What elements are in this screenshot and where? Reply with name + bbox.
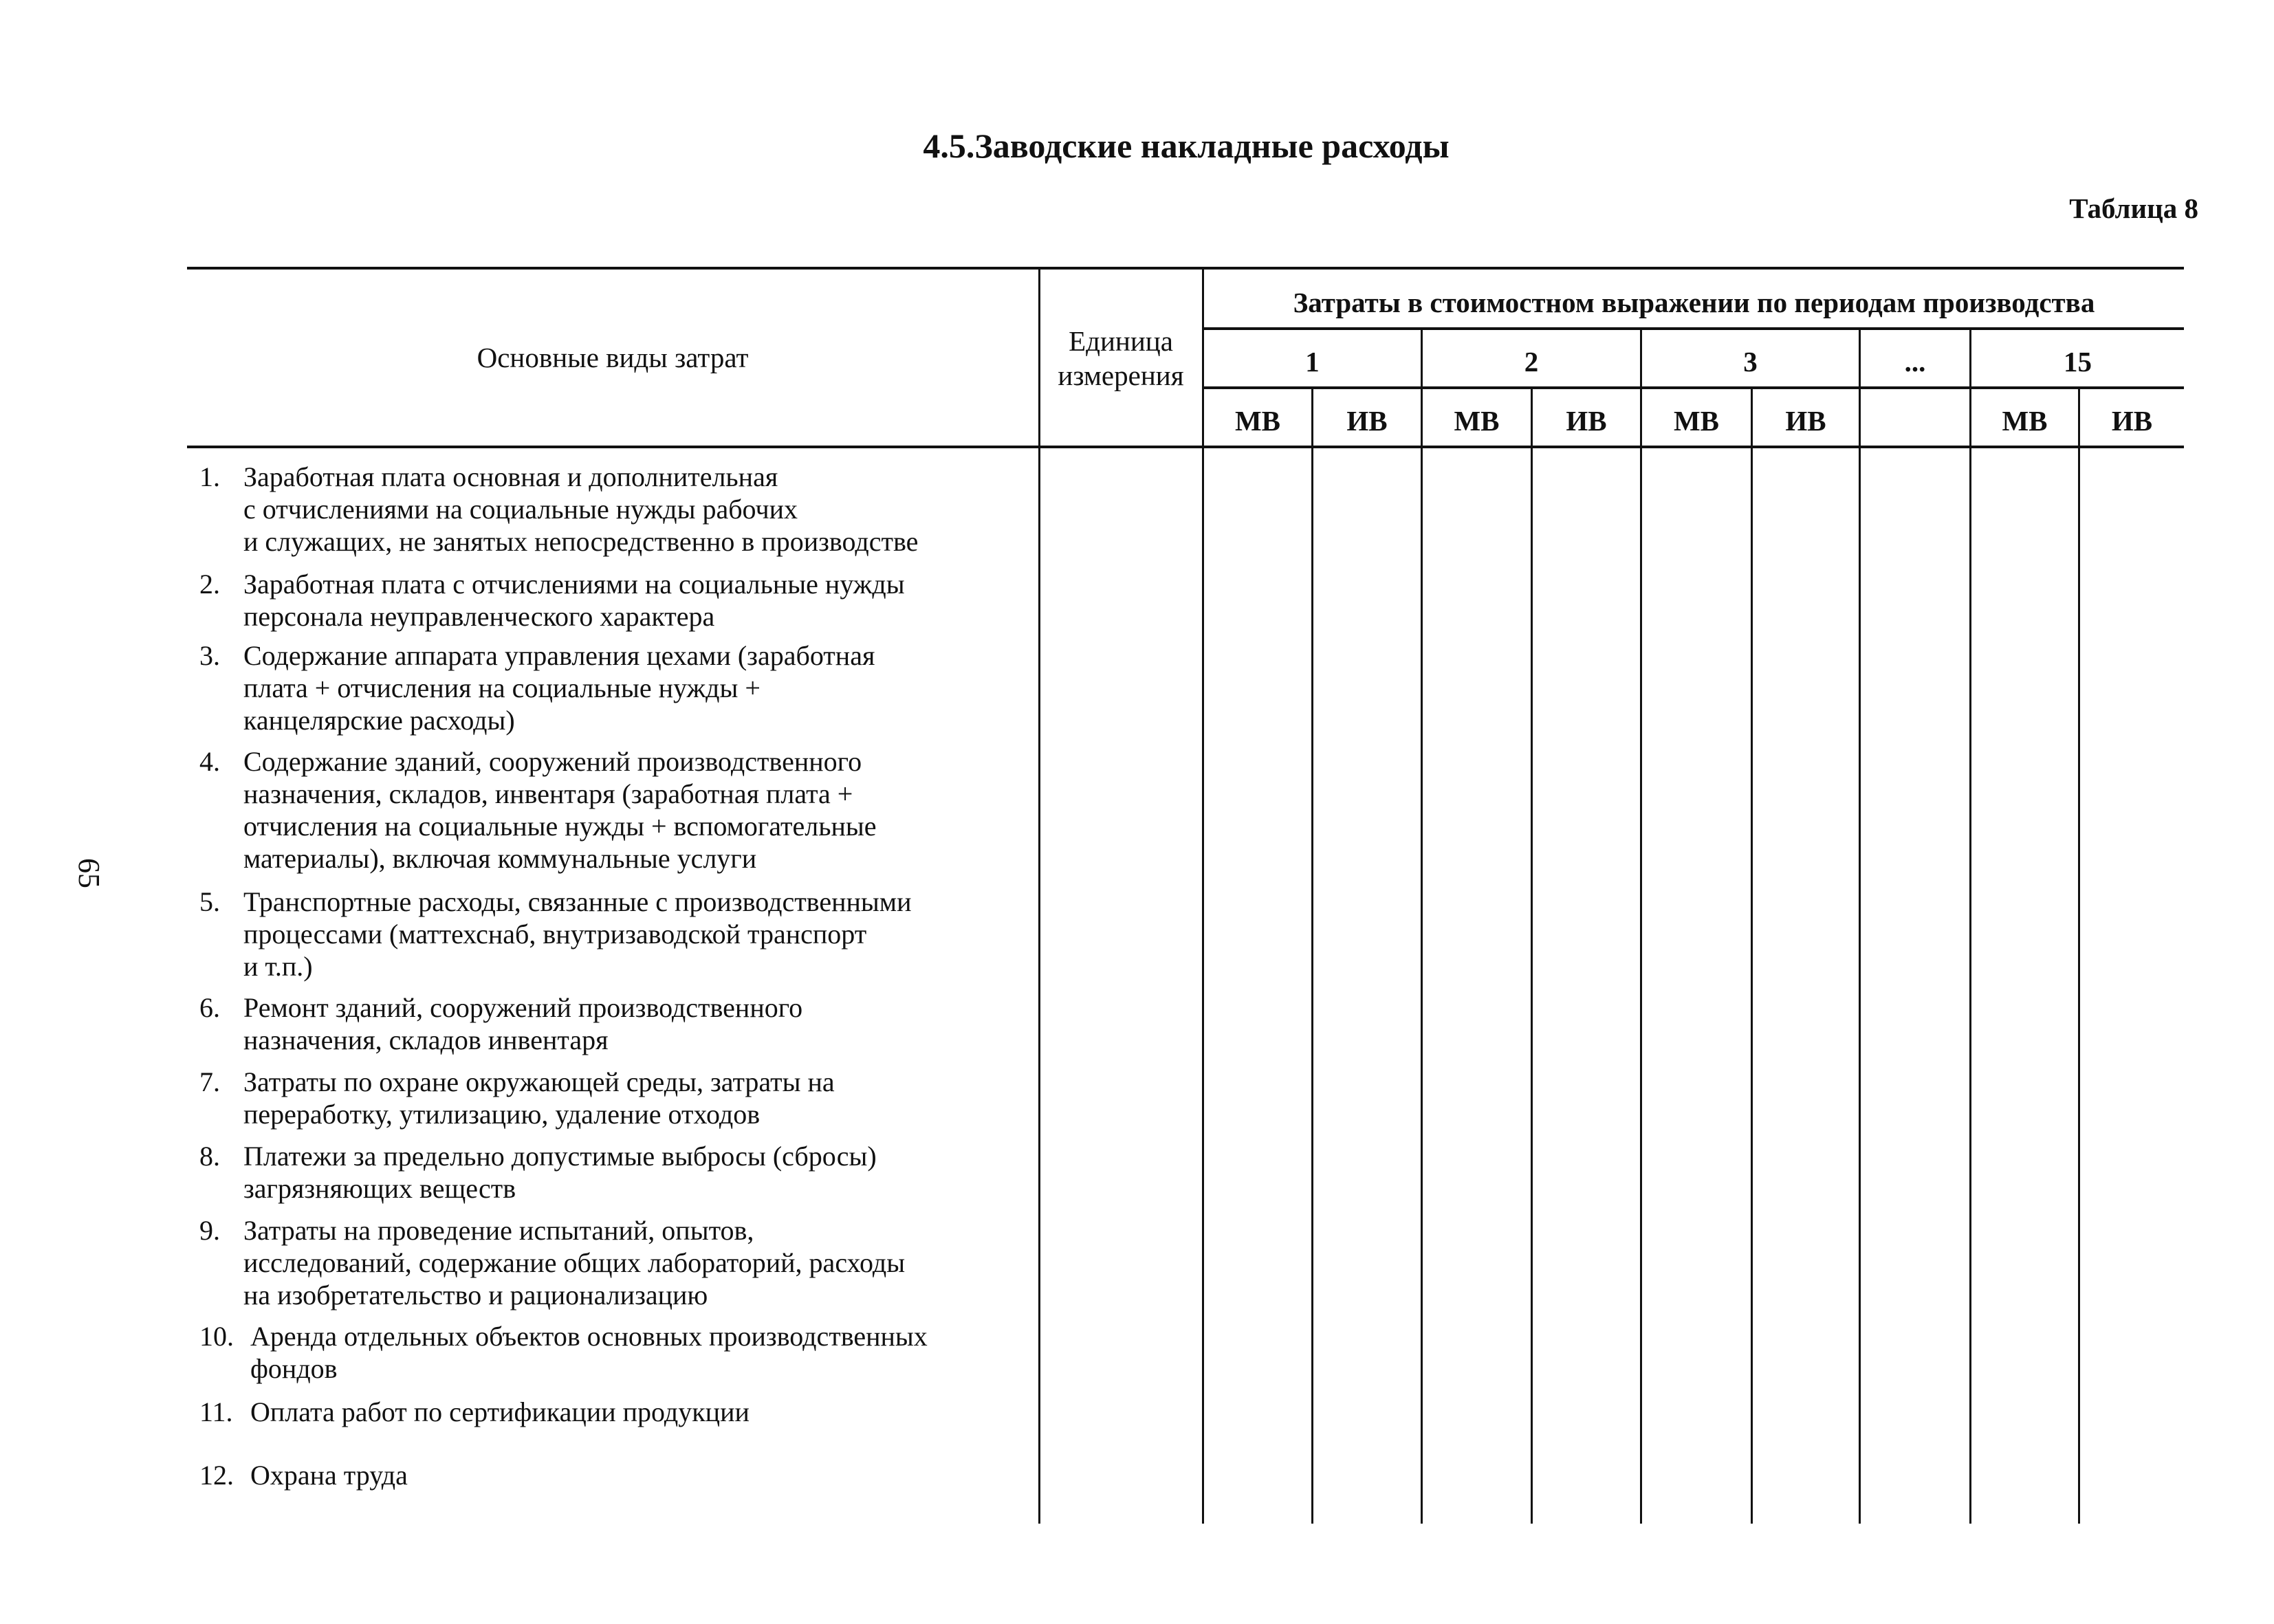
period-2-left-rule	[1421, 329, 1423, 1524]
row-number: 5.	[199, 886, 220, 917]
header-period-1: 1	[1305, 346, 1320, 377]
page-number: 65	[72, 858, 106, 888]
row-line: Аренда отдельных объектов основных производственных	[250, 1321, 928, 1352]
row-number: 1.	[199, 461, 220, 492]
row-number: 4.	[199, 746, 220, 777]
table-number: Таблица 8	[2069, 193, 2198, 224]
period-15-left-rule	[1969, 329, 1971, 1524]
row-line: Охрана труда	[250, 1460, 408, 1491]
row-number: 9.	[199, 1215, 220, 1246]
row-text	[243, 639, 875, 736]
row-line: Содержание зданий, сооружений производственного	[243, 746, 862, 777]
row-line: Содержание аппарата управления цехами (заработная	[243, 640, 875, 671]
period-15-iv-rule	[2078, 388, 2080, 1524]
row-number: 2.	[199, 569, 220, 600]
row-number: 11.	[199, 1396, 233, 1427]
header-mv: МВ	[1673, 405, 1720, 437]
header-unit-line2: измерения	[1058, 360, 1184, 391]
row-line: Заработная плата с отчислениями на социальные нужды	[243, 569, 905, 600]
header-group-rule	[1202, 327, 2184, 330]
row-text	[243, 461, 918, 558]
row-number: 12.	[199, 1460, 234, 1491]
header-period-2: 2	[1524, 346, 1539, 377]
row-text	[243, 886, 911, 983]
header-period-rule	[1202, 386, 2184, 389]
period-3-left-rule	[1640, 329, 1642, 1524]
row-line: фондов	[250, 1353, 338, 1384]
header-iv: ИВ	[2111, 405, 2153, 437]
row-number: 7.	[199, 1066, 220, 1097]
row-line: и т.п.)	[243, 951, 313, 982]
row-text	[243, 1214, 905, 1311]
header-period-15: 15	[2064, 346, 2092, 377]
row-line: назначения, складов инвентаря	[243, 1024, 609, 1055]
header-unit-line1: Единица	[1069, 325, 1173, 357]
row-line: и служащих, не занятых непосредственно в производстве	[243, 526, 919, 557]
row-line: переработку, утилизацию, удаление отходов	[243, 1099, 761, 1130]
header-iv: ИВ	[1346, 405, 1388, 437]
row-line: Заработная плата основная и дополнительная	[243, 461, 778, 492]
row-line: на изобретательство и рационализацию	[243, 1280, 708, 1310]
page-heading: 4.5.Заводские накладные расходы	[923, 127, 1450, 165]
row-number: 3.	[199, 640, 220, 671]
row-line: процессами (маттехснаб, внутризаводской транспорт	[243, 919, 867, 950]
row-text	[243, 568, 905, 633]
header-period-3: 3	[1743, 346, 1758, 377]
row-text	[250, 1396, 750, 1428]
row-line: плата + отчисления на социальные нужды +	[243, 672, 761, 703]
header-costs-group: Затраты в стоимостном выражении по периодам производства	[1293, 287, 2095, 318]
table-top-rule	[187, 267, 2184, 270]
row-line: загрязняющих веществ	[243, 1173, 516, 1204]
row-number: 6.	[199, 992, 220, 1023]
row-text	[243, 991, 802, 1056]
row-line: с отчислениями на социальные нужды рабочих	[243, 494, 798, 525]
row-text	[250, 1320, 928, 1385]
row-line: отчисления на социальные нужды + вспомогательные	[243, 811, 877, 842]
header-bottom-rule	[187, 446, 2184, 448]
header-mv: МВ	[1234, 405, 1281, 437]
row-number: 10.	[199, 1321, 234, 1352]
header-iv: ИВ	[1566, 405, 1607, 437]
row-text	[250, 1459, 408, 1491]
row-text	[243, 1140, 877, 1205]
header-period-ellipsis: ...	[1904, 346, 1926, 377]
row-text	[243, 1066, 835, 1130]
row-number: 8.	[199, 1141, 220, 1172]
row-line: Затраты на проведение испытаний, опытов,	[243, 1215, 754, 1246]
header-iv: ИВ	[1785, 405, 1826, 437]
row-line: Транспортные расходы, связанные с производственными	[243, 886, 912, 917]
unit-column-left-rule	[1038, 267, 1040, 1524]
period-2-iv-rule	[1531, 388, 1533, 1524]
row-line: Оплата работ по сертификации продукции	[250, 1396, 750, 1427]
row-line: персонала неуправленческого характера	[243, 601, 715, 632]
header-mv: МВ	[1454, 405, 1500, 437]
header-mv: МВ	[2002, 405, 2048, 437]
period-ellipsis-left-rule	[1859, 329, 1861, 1524]
row-line: материалы), включая коммунальные услуги	[243, 843, 757, 874]
row-line: Платежи за предельно допустимые выбросы (сбросы)	[243, 1141, 877, 1172]
row-line: исследований, содержание общих лабораторий, расходы	[243, 1247, 906, 1278]
period-3-iv-rule	[1751, 388, 1753, 1524]
row-line: Ремонт зданий, сооружений производственного	[243, 992, 803, 1023]
row-line: канцелярские расходы)	[243, 705, 515, 736]
header-cost-types: Основные виды затрат	[477, 342, 749, 373]
costs-column-left-rule	[1202, 267, 1204, 1524]
row-line: Затраты по охране окружающей среды, затраты на	[243, 1066, 835, 1097]
period-1-iv-rule	[1311, 388, 1313, 1524]
row-text	[243, 745, 877, 875]
row-line: назначения, складов, инвентаря (заработная плата +	[243, 778, 853, 809]
